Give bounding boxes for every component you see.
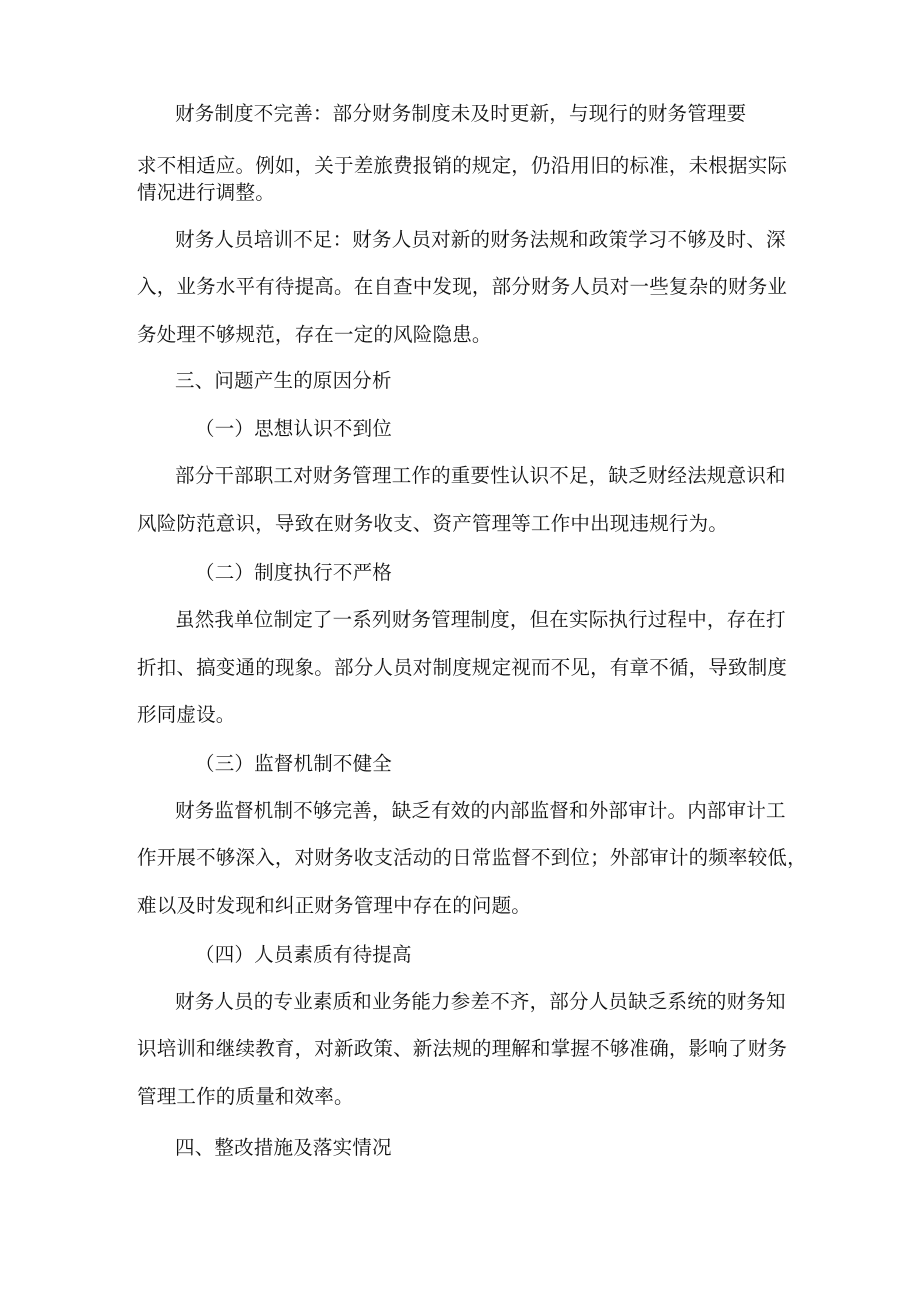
paragraph-line: 形同虚设。 (137, 703, 236, 726)
paragraph-line: 务处理不够规范，存在一定的风险隐患。 (137, 323, 492, 346)
section-heading: 四、整改措施及落实情况 (175, 1136, 392, 1159)
paragraph-line: 财务人员的专业素质和业务能力参差不齐，部分人员缺乏系统的财务知 (175, 990, 786, 1013)
subsection-heading: （三）监督机制不健全 (195, 752, 393, 775)
paragraph-line: 求不相适应。例如，关于差旅费报销的规定，仍沿用旧的标准，未根据实际 (137, 154, 788, 177)
paragraph-line: 难以及时发现和纠正财务管理中存在的问题。 (137, 894, 532, 917)
subsection-heading: （二）制度执行不严格 (195, 561, 393, 584)
paragraph-line: 风险防范意识，导致在财务收支、资产管理等工作中出现违规行为。 (137, 512, 729, 535)
paragraph-line: 财务制度不完善：部分财务制度未及时更新，与现行的财务管理要 (175, 102, 747, 125)
paragraph-line: 情况进行调整。 (137, 181, 275, 204)
paragraph-line: 虽然我单位制定了一系列财务管理制度，但在实际执行过程中，存在打 (175, 608, 786, 631)
paragraph-line: 作开展不够深入，对财务收支活动的日常监督不到位；外部审计的频率较低， (137, 846, 807, 869)
paragraph-line: 财务人员培训不足：财务人员对新的财务法规和政策学习不够及时、深 (175, 228, 786, 251)
subsection-heading: （四）人员素质有待提高 (195, 943, 412, 966)
section-heading: 三、问题产生的原因分析 (175, 369, 392, 392)
paragraph-line: 入，业务水平有待提高。在自查中发现，部分财务人员对一些复杂的财务业 (137, 275, 788, 298)
paragraph-line: 部分干部职工对财务管理工作的重要性认识不足，缺乏财经法规意识和 (175, 464, 786, 487)
subsection-heading: （一）思想认识不到位 (195, 417, 393, 440)
paragraph-line: 折扣、搞变通的现象。部分人员对制度规定视而不见，有章不循，导致制度 (137, 656, 788, 679)
paragraph-line: 财务监督机制不够完善，缺乏有效的内部监督和外部审计。内部审计工 (175, 799, 786, 822)
paragraph-line: 管理工作的质量和效率。 (137, 1085, 354, 1108)
paragraph-line: 识培训和继续教育，对新政策、新法规的理解和掌握不够准确，影响了财务 (137, 1037, 788, 1060)
